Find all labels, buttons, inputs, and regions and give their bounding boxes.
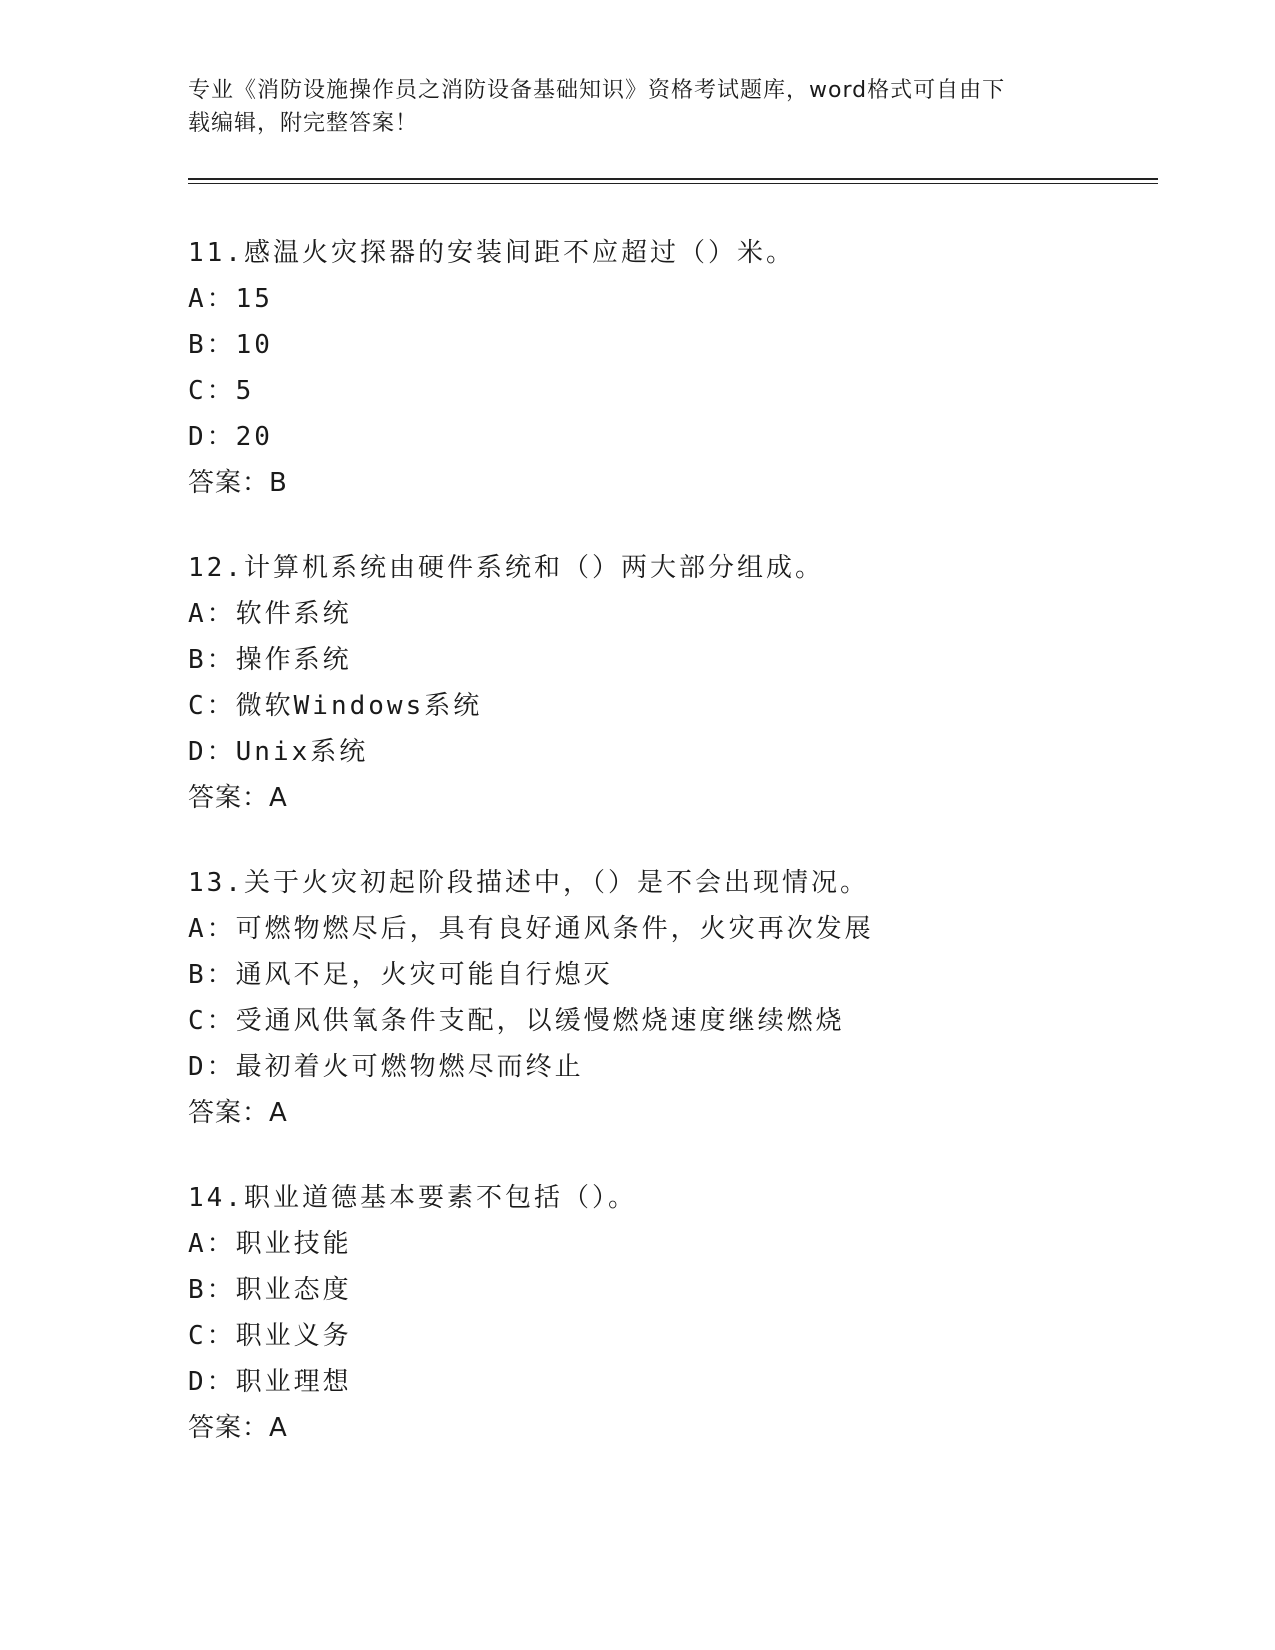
question-stem: 13.关于火灾初起阶段描述中，（）是不会出现情况。 xyxy=(188,868,869,898)
answer-line: 答案：A xyxy=(188,1413,288,1443)
option-c: C：微软Windows系统 xyxy=(188,691,483,721)
option-a: A：软件系统 xyxy=(188,599,352,629)
option-d: D：最初着火可燃物燃尽而终止 xyxy=(188,1052,584,1082)
option-d: D：20 xyxy=(188,422,273,452)
option-b: B：通风不足，火灾可能自行熄灭 xyxy=(188,960,613,990)
question-stem: 11.感温火灾探器的安装间距不应超过（）米。 xyxy=(188,238,795,268)
option-b: B：操作系统 xyxy=(188,645,352,675)
option-d: D：Unix系统 xyxy=(188,737,369,767)
option-b: B：职业态度 xyxy=(188,1275,352,1305)
header-line-1: 专业《消防设施操作员之消防设备基础知识》资格考试题库，word格式可自由下 xyxy=(188,78,1006,103)
option-c: C：职业义务 xyxy=(188,1321,352,1351)
question-stem: 12.计算机系统由硬件系统和（）两大部分组成。 xyxy=(188,553,824,583)
option-a: A：职业技能 xyxy=(188,1229,352,1259)
document-header xyxy=(188,74,1088,140)
header-divider xyxy=(188,178,1158,184)
answer-line: 答案：A xyxy=(188,783,288,813)
answer-line: 答案：A xyxy=(188,1098,288,1128)
question-block-12 xyxy=(188,545,1188,821)
question-block-14 xyxy=(188,1175,1188,1451)
header-line-2: 载编辑，附完整答案！ xyxy=(188,111,419,136)
answer-line: 答案：B xyxy=(188,468,288,498)
option-c: C：受通风供氧条件支配，以缓慢燃烧速度继续燃烧 xyxy=(188,1006,845,1036)
option-a: A：15 xyxy=(188,284,273,314)
question-block-13 xyxy=(188,860,1188,1136)
option-a: A：可燃物燃尽后，具有良好通风条件，火灾再次发展 xyxy=(188,914,874,944)
question-stem: 14.职业道德基本要素不包括（）。 xyxy=(188,1183,637,1213)
option-c: C：5 xyxy=(188,376,255,406)
option-d: D：职业理想 xyxy=(188,1367,352,1397)
option-b: B：10 xyxy=(188,330,273,360)
question-block-11 xyxy=(188,230,1188,506)
